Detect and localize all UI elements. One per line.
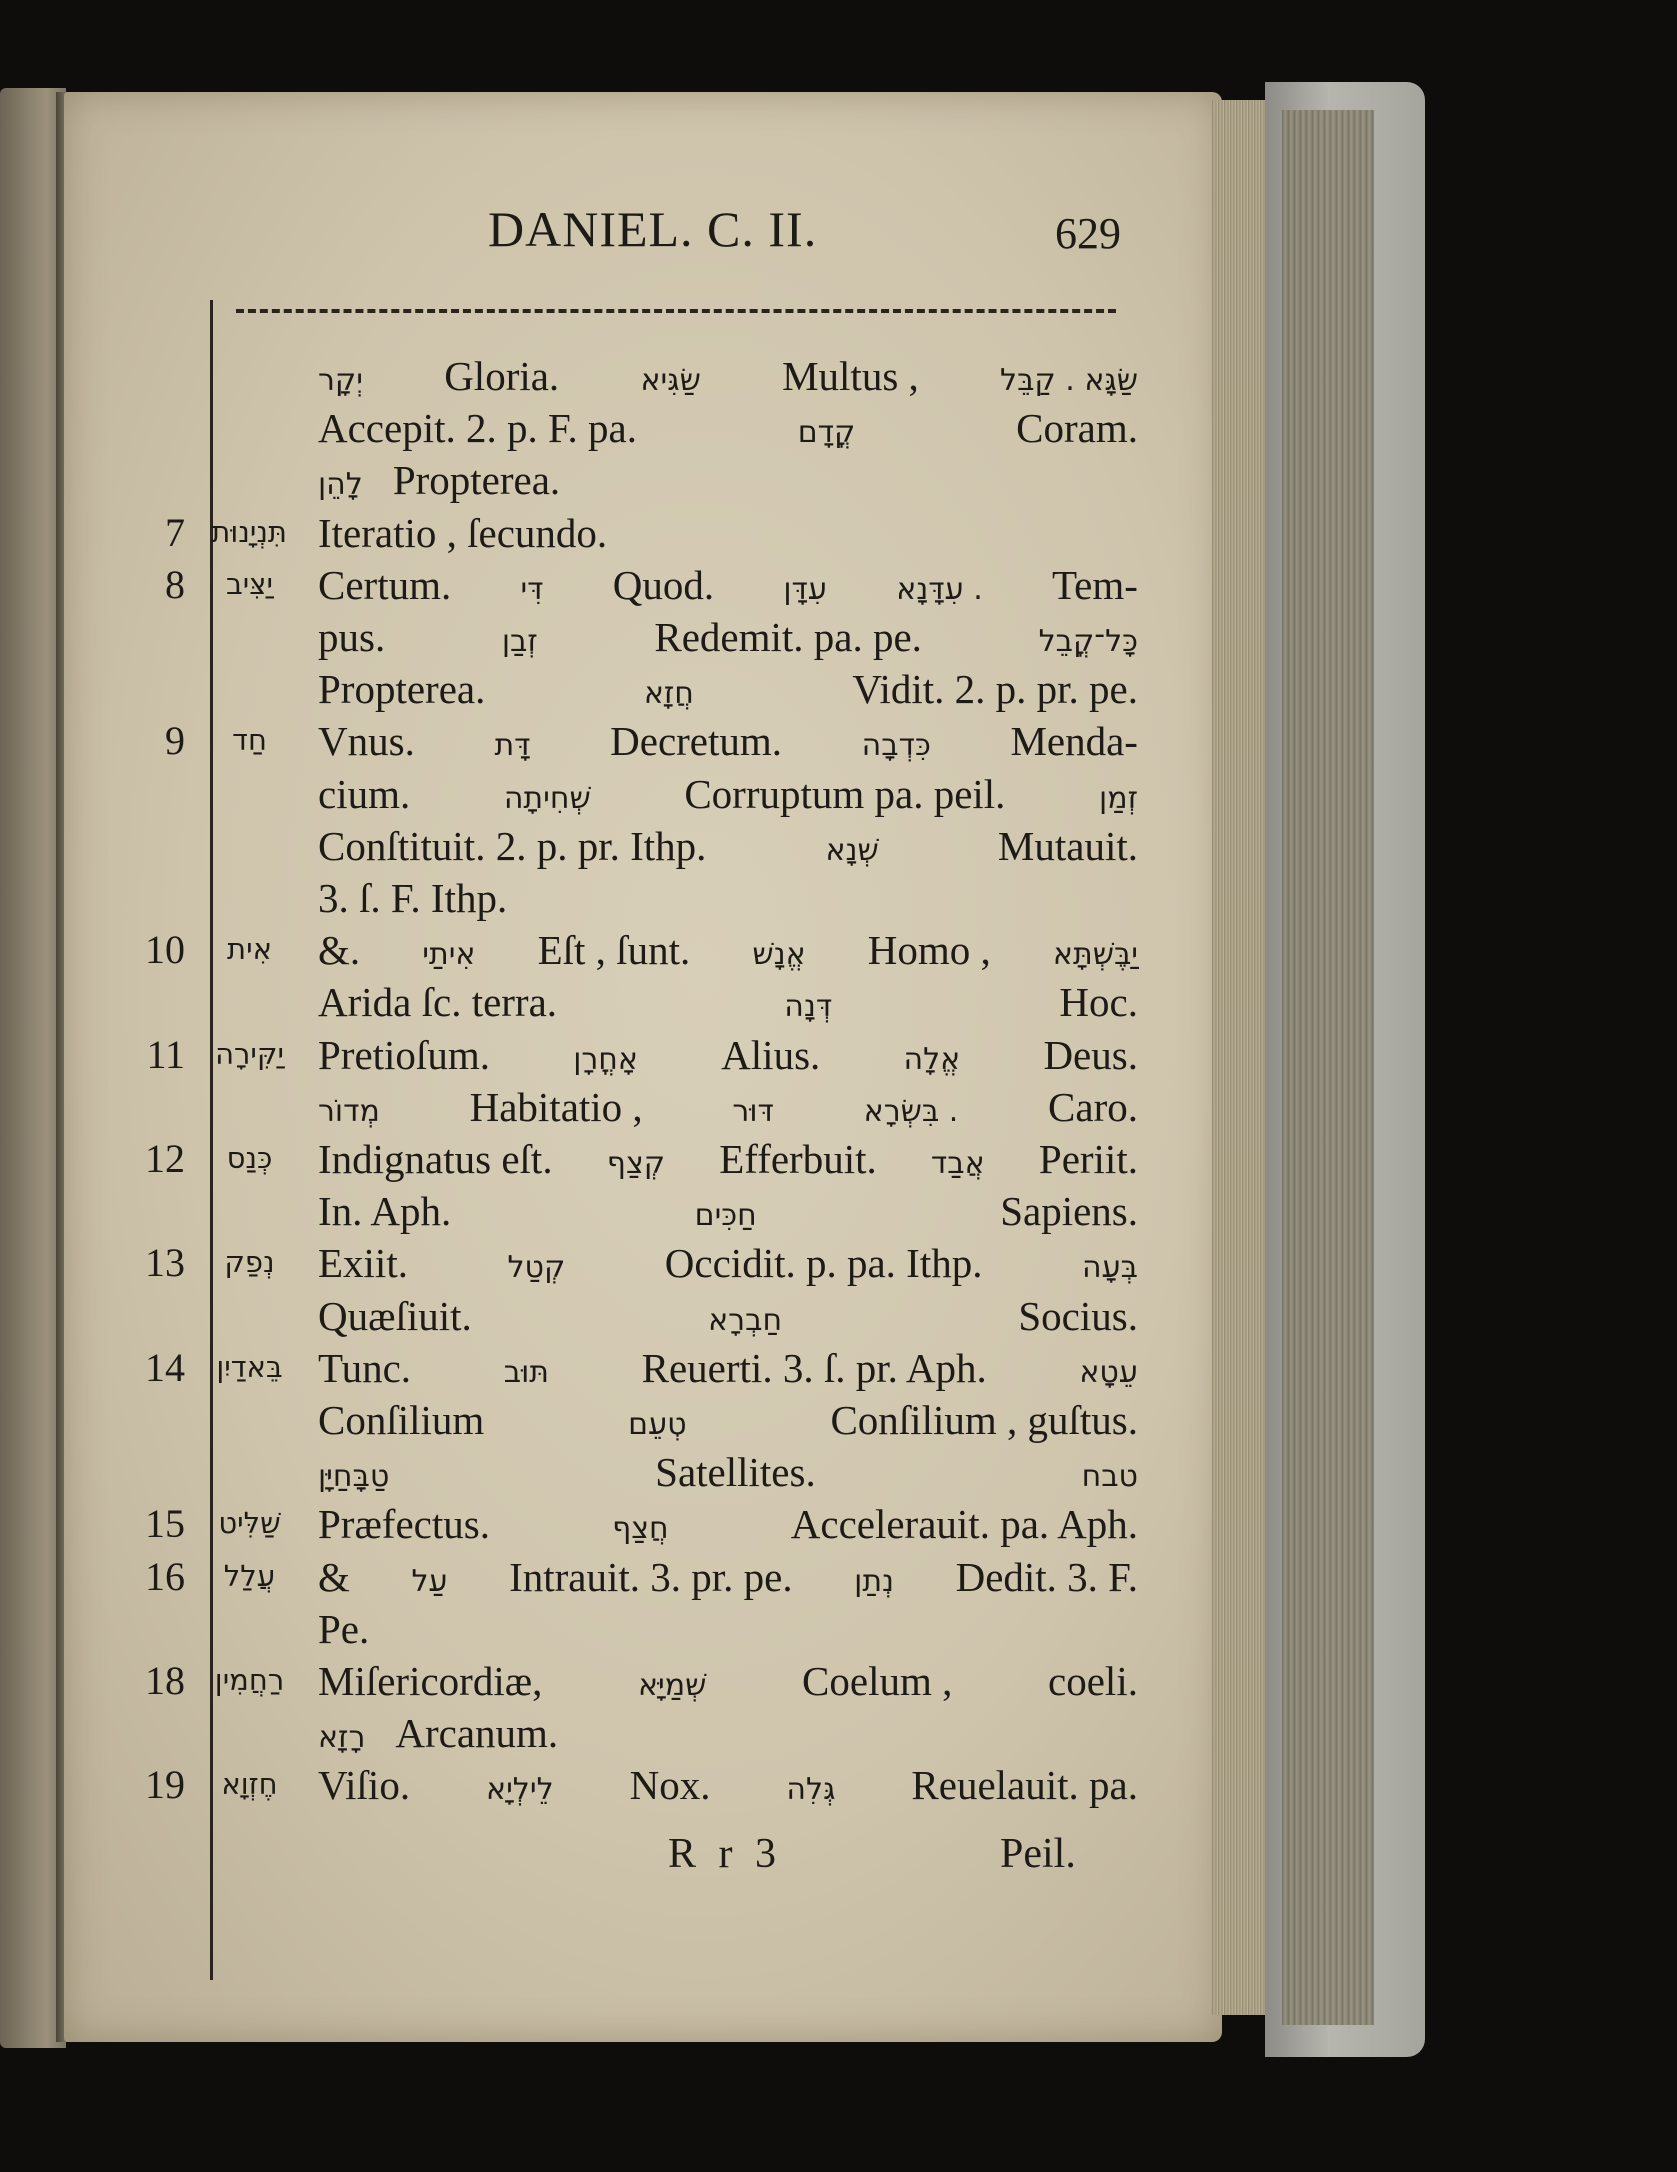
hebrew-word: אָחֳרָן — [573, 1042, 638, 1077]
hebrew-root: רַחֲמִין — [214, 1663, 285, 1697]
hebrew-word: שַׂגִּיא — [640, 363, 701, 398]
latin-gloss: Gloria. — [444, 353, 560, 399]
text-line — [318, 1500, 1138, 1550]
hebrew-word: שְׁמַיָּא — [637, 1668, 707, 1703]
hebrew-root: עֲלַל — [223, 1559, 276, 1593]
text-line — [318, 352, 1138, 402]
latin-gloss: &. — [318, 927, 361, 973]
text-line — [318, 770, 1138, 820]
hebrew-root: אִית — [227, 932, 272, 966]
text-line — [318, 1187, 1138, 1237]
latin-gloss: & — [318, 1554, 350, 1600]
hebrew-word: נְתַן — [854, 1564, 895, 1599]
latin-gloss: Redemit. pa. pe. — [654, 614, 922, 660]
text-line — [318, 456, 1138, 506]
latin-gloss: Propterea. — [392, 457, 561, 503]
page-number: 629 — [1055, 209, 1121, 258]
text-line — [318, 717, 1138, 767]
hebrew-word: חֲזָא — [643, 676, 694, 711]
text-line — [318, 665, 1138, 715]
latin-gloss: In. Aph. — [318, 1188, 452, 1234]
verse-number: 10 — [145, 927, 185, 972]
hebrew-word: כָּל־קֳבֵל — [1038, 624, 1138, 659]
hebrew-word: מְדוֹר — [318, 1094, 380, 1129]
latin-gloss: Vidit. 2. p. pr. pe. — [852, 666, 1138, 712]
text-line — [318, 926, 1138, 976]
hebrew-root: נְפַק — [224, 1245, 275, 1279]
latin-gloss: Propterea. — [318, 666, 486, 712]
hebrew-word: קְטַל — [507, 1250, 566, 1285]
latin-gloss: Reuelauit. pa. — [911, 1762, 1138, 1808]
latin-gloss: Arcanum. — [395, 1710, 559, 1756]
text-line — [318, 561, 1138, 611]
text-line — [318, 1605, 1138, 1655]
text-line — [318, 404, 1138, 454]
latin-gloss: Indignatus eſt. — [318, 1136, 553, 1182]
margin-rule — [210, 300, 213, 1980]
hebrew-word: כִּדְבָה — [861, 728, 931, 763]
latin-gloss: Pretioſum. — [318, 1032, 490, 1078]
text-line — [318, 1083, 1138, 1133]
latin-gloss: Hoc. — [1059, 979, 1138, 1025]
page-block-edges — [1212, 100, 1272, 2015]
latin-gloss: Satellites. — [655, 1449, 816, 1495]
latin-gloss: coeli. — [1048, 1658, 1138, 1704]
hebrew-word: טבח — [1081, 1459, 1138, 1494]
text-line — [318, 1292, 1138, 1342]
latin-gloss: Mutauit. — [997, 823, 1138, 869]
latin-gloss: Multus , — [782, 353, 919, 399]
latin-gloss: Sapiens. — [1000, 1188, 1138, 1234]
latin-gloss: Iteratio , ſecundo. — [318, 510, 608, 556]
hebrew-word: אֱנָשׁ — [752, 937, 806, 972]
text-line — [318, 1657, 1138, 1707]
text-line — [318, 1553, 1138, 1603]
text-line — [318, 1031, 1138, 1081]
latin-gloss: Caro. — [1048, 1084, 1138, 1130]
text-line — [318, 1344, 1138, 1394]
latin-gloss: Arida ſc. terra. — [318, 979, 558, 1025]
text-line — [318, 1239, 1138, 1289]
latin-gloss: Periit. — [1038, 1136, 1138, 1182]
latin-gloss: Decretum. — [610, 718, 783, 764]
hebrew-word: עַל — [411, 1564, 448, 1599]
hebrew-word: זְמַן — [1099, 781, 1138, 816]
hebrew-word: שַׂגָּא . קַבֵּל — [1000, 363, 1138, 398]
hebrew-word: עֵטָא — [1079, 1355, 1138, 1390]
latin-gloss: Tunc. — [318, 1345, 412, 1391]
latin-gloss: Homo , — [867, 927, 991, 973]
text-line — [318, 1761, 1138, 1811]
hebrew-root: חַד — [232, 723, 267, 757]
hebrew-word: לָהֵן — [318, 467, 363, 502]
text-line — [318, 978, 1138, 1028]
verse-number: 7 — [165, 510, 185, 555]
hebrew-word: דּוּר — [732, 1094, 774, 1129]
latin-gloss: Habitatio , — [469, 1084, 643, 1130]
latin-gloss: Efferbuit. — [719, 1136, 877, 1182]
text-line — [318, 822, 1138, 872]
hebrew-word: טְעֵם — [628, 1407, 687, 1442]
hebrew-root: שַׁלִּיט — [218, 1506, 281, 1540]
latin-gloss: Dedit. 3. F. — [955, 1554, 1138, 1600]
latin-gloss: Deus. — [1043, 1032, 1138, 1078]
hebrew-word: דִּי — [520, 572, 544, 607]
hebrew-root: יַצִּיב — [226, 567, 273, 601]
hebrew-word: יַבֶּשְׁתָּא — [1052, 937, 1138, 972]
latin-gloss: Socius. — [1018, 1293, 1138, 1339]
latin-gloss: Accelerauit. pa. Aph. — [790, 1501, 1138, 1547]
hebrew-word: אִיתַי — [422, 937, 476, 972]
text-line — [318, 509, 1138, 559]
hebrew-word: אֱלָה — [903, 1042, 961, 1077]
hebrew-word: זְבַן — [501, 624, 538, 659]
hebrew-root: יַקִּירָה — [215, 1037, 284, 1071]
hebrew-root: בֵּאדַיִן — [216, 1350, 283, 1384]
latin-gloss: Accepit. 2. p. F. pa. — [318, 405, 637, 451]
hebrew-word: אֲבַד — [930, 1146, 985, 1181]
cover-page-edges — [1282, 110, 1374, 2025]
catchword: Peil. — [1000, 1831, 1076, 1877]
latin-gloss: Tem- — [1052, 562, 1138, 608]
hebrew-word: קְצַף — [606, 1146, 666, 1181]
hebrew-word: . עִדָּנָא — [896, 572, 983, 607]
latin-gloss: Eſt , ſunt. — [537, 927, 691, 973]
latin-gloss: Exiit. — [318, 1240, 408, 1286]
latin-gloss: Reuerti. 3. ſ. pr. Aph. — [641, 1345, 987, 1391]
verse-number: 13 — [145, 1240, 185, 1285]
hebrew-word: עִדָּן — [783, 572, 827, 607]
latin-gloss: Nox. — [629, 1762, 711, 1808]
latin-gloss: Coelum , — [802, 1658, 953, 1704]
verse-number: 18 — [145, 1658, 185, 1703]
latin-gloss: cium. — [318, 771, 411, 817]
latin-gloss: Conſilium — [318, 1397, 485, 1443]
latin-gloss: pus. — [318, 614, 386, 660]
verse-number: 11 — [146, 1032, 185, 1077]
latin-gloss: Occidit. p. pa. Ithp. — [664, 1240, 983, 1286]
latin-gloss: Conſilium , guſtus. — [830, 1397, 1138, 1443]
hebrew-word: תּוּב — [503, 1355, 549, 1390]
hebrew-root: חֶזְוָא — [221, 1767, 278, 1801]
hebrew-word: קֳדָם — [797, 415, 856, 450]
hebrew-word: . בִּשְׂרָא — [863, 1094, 959, 1129]
latin-gloss: Vnus. — [318, 718, 415, 764]
hebrew-word: טַבָּחַיָּן — [318, 1459, 390, 1494]
latin-gloss: Coram. — [1016, 405, 1138, 451]
hebrew-word: שְׁחִיתָה — [503, 781, 591, 816]
latin-gloss: Quæſiuit. — [318, 1293, 472, 1339]
text-line — [318, 1709, 1138, 1759]
hebrew-word: חֲצַף — [612, 1511, 669, 1546]
verse-number: 16 — [145, 1554, 185, 1599]
text-line — [318, 874, 1138, 924]
hebrew-word: חַכִּים — [694, 1198, 757, 1233]
hebrew-root: תִּנְיָנוּת — [211, 515, 287, 549]
verse-number: 8 — [165, 562, 185, 607]
latin-gloss: Corruptum pa. peil. — [684, 771, 1006, 817]
latin-gloss: Quod. — [612, 562, 715, 608]
text-line — [318, 613, 1138, 663]
verse-number: 9 — [165, 718, 185, 763]
signature-mark: R r 3 — [668, 1831, 782, 1877]
latin-gloss: Pe. — [318, 1606, 370, 1652]
hebrew-word: רָזָא — [318, 1720, 366, 1755]
latin-gloss: Conſtituit. 2. p. pr. Ithp. — [318, 823, 707, 869]
latin-gloss: Certum. — [318, 562, 452, 608]
hebrew-word: גְּלִה — [786, 1772, 836, 1807]
hebrew-word: חַבְרָא — [708, 1303, 783, 1338]
head-rule — [236, 309, 1116, 313]
hebrew-word: דְּנָה — [784, 989, 833, 1024]
verse-number: 12 — [145, 1136, 185, 1181]
latin-gloss: Viſio. — [318, 1762, 411, 1808]
verse-number: 19 — [145, 1762, 185, 1807]
text-line — [318, 1135, 1138, 1185]
hebrew-word: יְקָר — [318, 363, 363, 398]
hebrew-word: לֵילְיָא — [486, 1772, 554, 1807]
latin-gloss: Miſericordiæ, — [318, 1658, 543, 1704]
hebrew-root: כְּנַס — [226, 1141, 273, 1175]
latin-gloss: Præfectus. — [318, 1501, 490, 1547]
text-line — [318, 1448, 1138, 1498]
verse-number: 14 — [145, 1345, 185, 1390]
text-line — [318, 1396, 1138, 1446]
hebrew-word: דָּת — [494, 728, 531, 763]
latin-gloss: Menda- — [1010, 718, 1138, 764]
latin-gloss: 3. ſ. F. Ithp. — [318, 875, 508, 921]
running-head: DANIEL. C. II. — [488, 201, 818, 257]
latin-gloss: Alius. — [721, 1032, 821, 1078]
latin-gloss: Intrauit. 3. pr. pe. — [509, 1554, 793, 1600]
hebrew-word: שְׁנָא — [825, 833, 879, 868]
hebrew-word: בְּעָה — [1081, 1250, 1138, 1285]
verse-number: 15 — [145, 1501, 185, 1546]
